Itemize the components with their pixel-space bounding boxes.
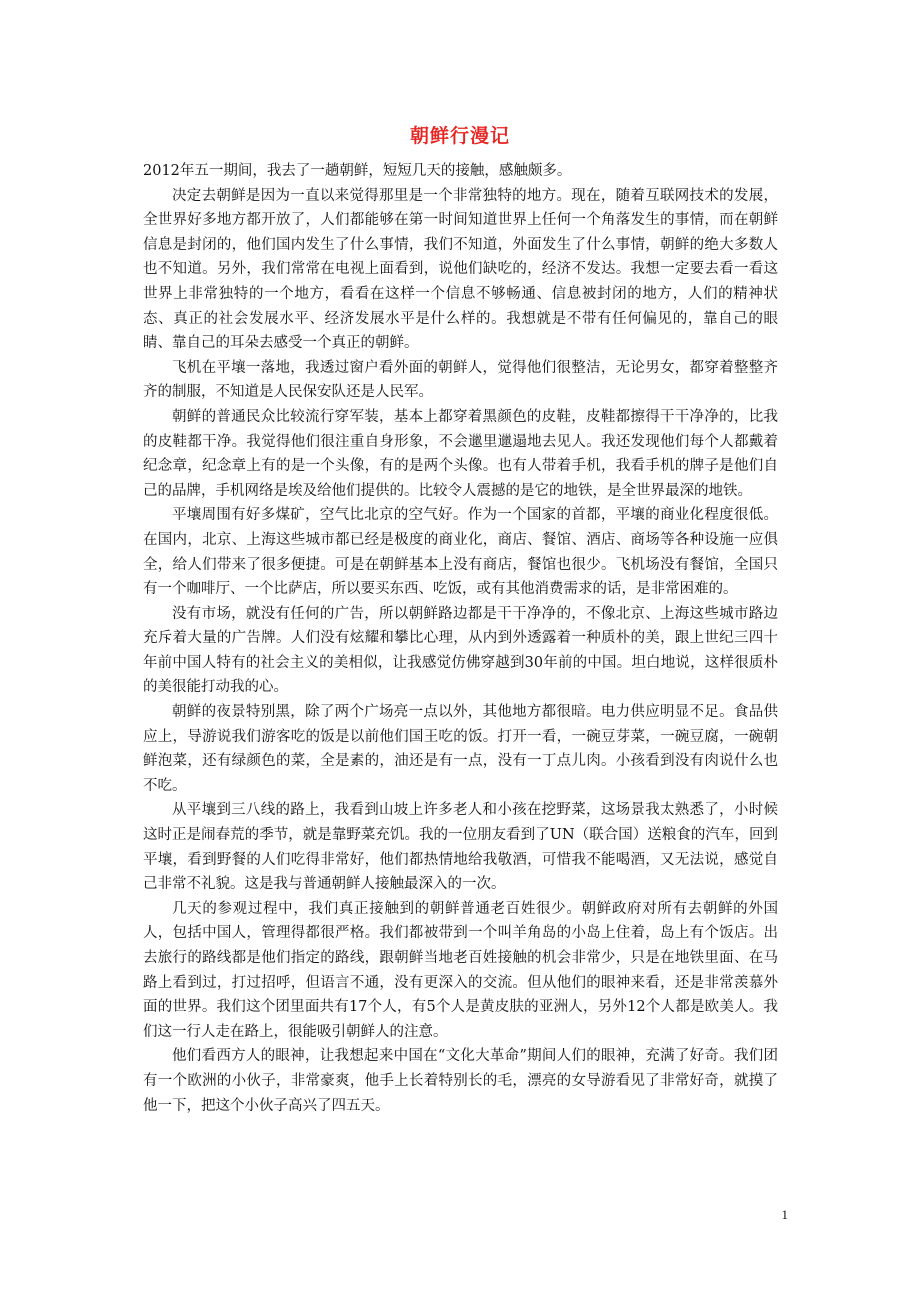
paragraph-1: 2012年五一期间，我去了一趟朝鲜，短短几天的接触，感触颇多。 [143,163,572,179]
paragraph-6: 没有市场，就没有任何的广告，所以朝鲜路边都是干干净净的，不像北京、上海这些城市路边充斥着大量的广告牌。人们没有炫耀和攀比心理，从内到外透露着一种质朴的美，跟上世纪三四十年前中国人特有的社会主义的美相似，让我感觉仿佛穿越到30年前的中国。坦白地说，这样很质朴的美很能打动我的心。 [143,605,778,696]
paragraph-4: 朝鲜的普通民众比较流行穿军装，基本上都穿着黑颜色的皮鞋，皮鞋都擦得干干净净的，比我的皮鞋都干净。我觉得他们很注重自身形象，不会邋里邋遢地去见人。我还发现他们每个人都戴着纪念章，纪念章上有的是一个头像，有的是两个头像。也有人带着手机，我看手机的牌子是他们自己的品牌，手机网络是埃及给他们提供的。比较令人震撼的是它的地铁，是全世界最深的地铁。 [143,408,778,499]
paragraph-3: 飞机在平壤一落地，我透过窗户看外面的朝鲜人，觉得他们很整洁，无论男女，都穿着整整齐齐的制服，不知道是人民保安队还是人民军。 [143,359,778,401]
paragraph-8: 从平壤到三八线的路上，我看到山坡上许多老人和小孩在挖野菜，这场景我太熟悉了，小时候这时正是闹春荒的季节，就是靠野菜充饥。我的一位朋友看到了UN（联合国）送粮食的汽车，回到平壤，看到野餐的人们吃得非常好，他们都热情地给我敬酒，可惜我不能喝酒，又无法说，感觉自己非常不礼貌。这是我与普通朝鲜人接触最深入的一次。 [143,802,778,893]
paragraph-10: 他们看西方人的眼神，让我想起来中国在“文化大革命”期间人们的眼神，充满了好奇。我们团有一个欧洲的小伙子，非常豪爽，他手上长着特别长的毛，漂亮的女导游看见了非常好奇，就摸了他一下，把这个小伙子高兴了四五天。 [143,1048,778,1114]
article-body [143,159,778,1118]
paragraph-7: 朝鲜的夜景特别黑，除了两个广场亮一点以外，其他地方都很暗。电力供应明显不足。食品供应上，导游说我们游客吃的饭是以前他们国王吃的饭。打开一看，一碗豆芽菜，一碗豆腐，一碗朝鲜泡菜，还有绿颜色的菜，全是素的，油还是有一点，没有一丁点儿肉。小孩看到没有肉说什么也不吃。 [143,704,778,794]
page-number: 1 [781,1207,788,1222]
paragraph-2: 决定去朝鲜是因为一直以来觉得那里是一个非常独特的地方。现在，随着互联网技术的发展，全世界好多地方都开放了，人们都能够在第一时间知道世界上任何一个角落发生的事情，而在朝鲜信息是封闭的，他们国内发生了什么事情，我们不知道，外面发生了什么事情，朝鲜的绝大多数人也不知道。另外，我们常常在电视上面看到，说他们缺吃的，经济不发达。我想一定要去看一看这世界上非常独特的一个地方，看看在这样一个信息不够畅通、信息被封闭的地方，人们的精神状态、真正的社会发展水平、经济发展水平是什么样的。我想就是不带有任何偏见的，靠自己的眼睛、靠自己的耳朵去感受一个真正的朝鲜。 [143,187,778,352]
document-title: 朝鲜行漫记 [409,125,510,147]
paragraph-5: 平壤周围有好多煤矿，空气比北京的空气好。作为一个国家的首都，平壤的商业化程度很低。在国内，北京、上海这些城市都已经是极度的商业化，商店、餐馆、酒店、商场等各种设施一应俱全，给人们带来了很多便捷。可是在朝鲜基本上没有商店，餐馆也很少。飞机场没有餐馆，全国只有一个咖啡厅、一个比萨店，所以要买东西、吃饭，或有其他消费需求的话，是非常困难的。 [143,507,778,598]
paragraph-9: 几天的参观过程中，我们真正接触到的朝鲜普通老百姓很少。朝鲜政府对所有去朝鲜的外国人，包括中国人，管理得都很严格。我们都被带到一个叫羊角岛的小岛上住着，岛上有个饭店。出去旅行的路线都是他们指定的路线，跟朝鲜当地老百姓接触的机会非常少，只是在地铁里面、在马路上看到过，打过招呼，但语言不通，没有更深入的交流。但从他们的眼神来看，还是非常羡慕外面的世界。我们这个团里面共有17个人，有5个人是黄皮肤的亚洲人，另外12个人都是欧美人。我们这一行人走在路上，很能吸引朝鲜人的注意。 [143,900,778,1040]
